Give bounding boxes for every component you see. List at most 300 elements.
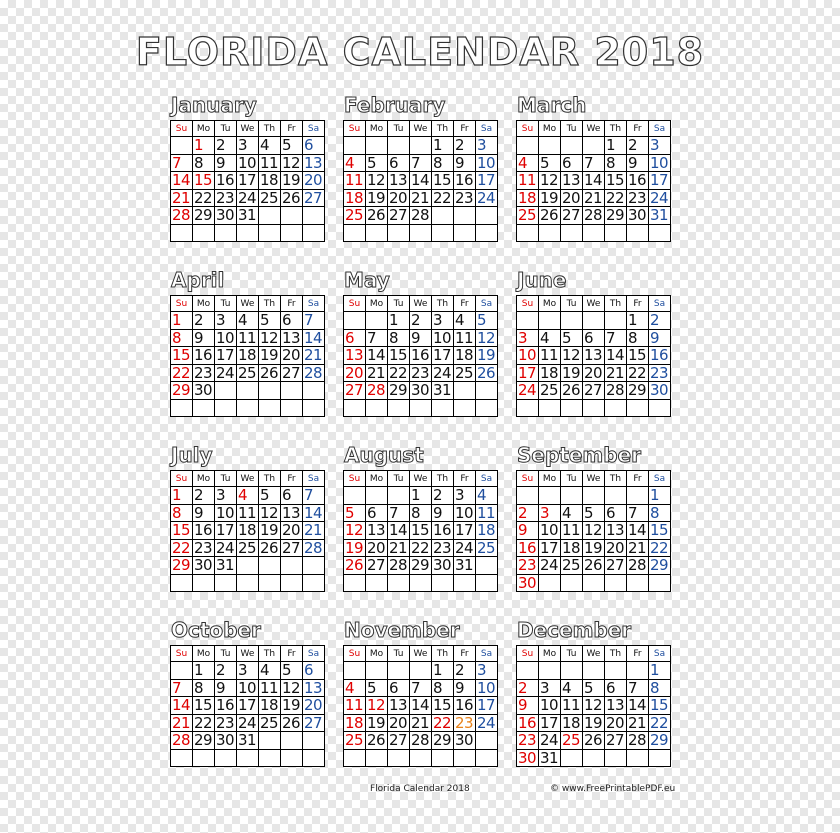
- day-cell: 19: [259, 522, 281, 540]
- day-cell: 23: [432, 540, 454, 558]
- day-cell: 2: [432, 487, 454, 505]
- empty-cell: [215, 575, 237, 593]
- empty-cell: [476, 207, 498, 225]
- day-cell: 27: [366, 557, 388, 575]
- day-cell: 25: [561, 557, 583, 575]
- day-cell: 7: [366, 330, 388, 348]
- empty-cell: [237, 750, 259, 768]
- weekday-header: Th: [432, 296, 454, 312]
- day-cell: 4: [237, 312, 259, 330]
- day-cell: 21: [171, 715, 193, 733]
- day-cell: 14: [388, 522, 410, 540]
- day-cell: 19: [583, 715, 605, 733]
- day-cell: 19: [539, 190, 561, 208]
- day-cell: 1: [171, 487, 193, 505]
- empty-cell: [259, 732, 281, 750]
- weekday-header: Th: [259, 296, 281, 312]
- empty-cell: [237, 225, 259, 243]
- day-cell: 3: [476, 662, 498, 680]
- day-cell: 9: [517, 697, 539, 715]
- weekday-header: Tu: [561, 121, 583, 137]
- empty-cell: [539, 137, 561, 155]
- day-cell: 27: [561, 207, 583, 225]
- day-cell: 17: [454, 522, 476, 540]
- day-cell: 24: [476, 190, 498, 208]
- day-cell: 31: [649, 207, 671, 225]
- day-cell: 24: [237, 715, 259, 733]
- day-cell: 24: [649, 190, 671, 208]
- day-cell: 15: [410, 522, 432, 540]
- day-cell: 12: [281, 680, 303, 698]
- day-cell: 24: [215, 365, 237, 383]
- empty-cell: [303, 225, 325, 243]
- day-cell: 4: [259, 662, 281, 680]
- weekday-header: Fr: [627, 296, 649, 312]
- day-cell: 15: [193, 172, 215, 190]
- empty-cell: [303, 207, 325, 225]
- weekday-header: Mo: [539, 646, 561, 662]
- empty-cell: [366, 662, 388, 680]
- day-cell: 15: [605, 172, 627, 190]
- month-name: April: [171, 268, 225, 292]
- day-cell: 28: [171, 732, 193, 750]
- month-6: [170, 440, 328, 592]
- day-cell: 17: [237, 697, 259, 715]
- day-cell: 21: [410, 190, 432, 208]
- day-cell: 22: [171, 540, 193, 558]
- day-cell: 11: [344, 697, 366, 715]
- empty-cell: [476, 575, 498, 593]
- weekday-header: Fr: [281, 296, 303, 312]
- day-cell: 27: [303, 190, 325, 208]
- empty-cell: [303, 400, 325, 418]
- empty-cell: [388, 400, 410, 418]
- day-cell: 16: [215, 172, 237, 190]
- day-cell: 30: [649, 382, 671, 400]
- day-cell: 15: [649, 697, 671, 715]
- month-grid: [170, 295, 325, 417]
- empty-cell: [476, 400, 498, 418]
- day-cell: 28: [171, 207, 193, 225]
- day-cell: 28: [388, 557, 410, 575]
- empty-cell: [605, 400, 627, 418]
- weekday-header: Tu: [561, 471, 583, 487]
- day-cell: 13: [388, 172, 410, 190]
- day-cell: 29: [410, 557, 432, 575]
- weekday-header: We: [583, 471, 605, 487]
- empty-cell: [539, 487, 561, 505]
- day-cell: 28: [627, 557, 649, 575]
- empty-cell: [432, 225, 454, 243]
- day-cell: 26: [366, 732, 388, 750]
- day-cell: 30: [627, 207, 649, 225]
- day-cell: 14: [583, 172, 605, 190]
- weekday-header: Sa: [303, 646, 325, 662]
- weekday-header: Sa: [649, 471, 671, 487]
- day-cell: 26: [561, 382, 583, 400]
- day-cell: 29: [171, 557, 193, 575]
- month-4: [343, 265, 501, 417]
- day-cell: 3: [476, 137, 498, 155]
- day-cell: 23: [454, 190, 476, 208]
- day-cell: 4: [237, 487, 259, 505]
- day-cell: 7: [583, 155, 605, 173]
- day-cell: 3: [432, 312, 454, 330]
- day-cell: 20: [303, 172, 325, 190]
- weekday-header: Sa: [649, 121, 671, 137]
- day-cell: 14: [303, 330, 325, 348]
- day-cell: 19: [344, 540, 366, 558]
- weekday-header: Th: [605, 296, 627, 312]
- weekday-header: We: [237, 471, 259, 487]
- empty-cell: [237, 400, 259, 418]
- day-cell: 17: [476, 172, 498, 190]
- month-grid: [343, 295, 498, 417]
- day-cell: 27: [605, 732, 627, 750]
- day-cell: 21: [605, 365, 627, 383]
- day-cell: 8: [171, 330, 193, 348]
- weekday-header: Su: [344, 296, 366, 312]
- empty-cell: [281, 732, 303, 750]
- day-cell: 3: [454, 487, 476, 505]
- day-cell: 18: [344, 715, 366, 733]
- day-cell: 2: [627, 137, 649, 155]
- month-grid: [343, 645, 498, 767]
- empty-cell: [366, 312, 388, 330]
- empty-cell: [476, 557, 498, 575]
- day-cell: 31: [237, 732, 259, 750]
- month-grid: [516, 470, 671, 592]
- empty-cell: [583, 575, 605, 593]
- day-cell: 8: [627, 330, 649, 348]
- day-cell: 6: [344, 330, 366, 348]
- day-cell: 8: [649, 680, 671, 698]
- day-cell: 12: [539, 172, 561, 190]
- empty-cell: [561, 662, 583, 680]
- day-cell: 9: [410, 330, 432, 348]
- day-cell: 29: [627, 382, 649, 400]
- day-cell: 27: [388, 732, 410, 750]
- day-cell: 6: [388, 680, 410, 698]
- weekday-header: Mo: [193, 646, 215, 662]
- empty-cell: [561, 400, 583, 418]
- empty-cell: [344, 487, 366, 505]
- day-cell: 5: [561, 330, 583, 348]
- empty-cell: [259, 382, 281, 400]
- empty-cell: [583, 400, 605, 418]
- weekday-header: Fr: [454, 296, 476, 312]
- day-cell: 8: [193, 155, 215, 173]
- day-cell: 26: [281, 715, 303, 733]
- day-cell: 31: [454, 557, 476, 575]
- weekday-header: Th: [432, 471, 454, 487]
- day-cell: 15: [193, 697, 215, 715]
- day-cell: 24: [215, 540, 237, 558]
- weekday-header: Tu: [215, 646, 237, 662]
- empty-cell: [344, 400, 366, 418]
- day-cell: 24: [476, 715, 498, 733]
- weekday-header: Mo: [539, 121, 561, 137]
- day-cell: 16: [627, 172, 649, 190]
- month-9: [170, 615, 328, 767]
- day-cell: 8: [388, 330, 410, 348]
- day-cell: 18: [237, 347, 259, 365]
- day-cell: 3: [237, 662, 259, 680]
- day-cell: 1: [649, 662, 671, 680]
- day-cell: 25: [344, 207, 366, 225]
- empty-cell: [605, 312, 627, 330]
- day-cell: 17: [237, 172, 259, 190]
- empty-cell: [193, 575, 215, 593]
- day-cell: 7: [627, 680, 649, 698]
- empty-cell: [476, 382, 498, 400]
- day-cell: 20: [344, 365, 366, 383]
- day-cell: 25: [454, 365, 476, 383]
- empty-cell: [215, 225, 237, 243]
- month-7: [343, 440, 501, 592]
- weekday-header: Su: [344, 646, 366, 662]
- weekday-header: Mo: [193, 471, 215, 487]
- day-cell: 9: [454, 155, 476, 173]
- month-grid: [343, 120, 498, 242]
- day-cell: 26: [344, 557, 366, 575]
- day-cell: 2: [517, 680, 539, 698]
- weekday-header: Tu: [215, 121, 237, 137]
- day-cell: 10: [539, 697, 561, 715]
- day-cell: 17: [215, 347, 237, 365]
- empty-cell: [432, 750, 454, 768]
- weekday-header: Su: [171, 646, 193, 662]
- day-cell: 29: [193, 732, 215, 750]
- day-cell: 22: [605, 190, 627, 208]
- empty-cell: [344, 225, 366, 243]
- weekday-header: Th: [259, 471, 281, 487]
- day-cell: 16: [193, 522, 215, 540]
- day-cell: 23: [193, 365, 215, 383]
- weekday-header: Su: [171, 471, 193, 487]
- empty-cell: [627, 225, 649, 243]
- day-cell: 5: [366, 680, 388, 698]
- day-cell: 12: [583, 697, 605, 715]
- day-cell: 28: [410, 732, 432, 750]
- empty-cell: [539, 312, 561, 330]
- empty-cell: [454, 750, 476, 768]
- empty-cell: [281, 382, 303, 400]
- day-cell: 29: [432, 732, 454, 750]
- empty-cell: [561, 137, 583, 155]
- empty-cell: [388, 487, 410, 505]
- weekday-header: Mo: [193, 121, 215, 137]
- day-cell: 1: [649, 487, 671, 505]
- day-cell: 11: [237, 330, 259, 348]
- day-cell: 15: [432, 697, 454, 715]
- empty-cell: [605, 575, 627, 593]
- month-grid: [170, 645, 325, 767]
- weekday-header: Mo: [366, 646, 388, 662]
- empty-cell: [344, 575, 366, 593]
- day-cell: 30: [215, 732, 237, 750]
- weekday-header: Tu: [215, 296, 237, 312]
- day-cell: 6: [388, 155, 410, 173]
- day-cell: 9: [215, 680, 237, 698]
- empty-cell: [281, 557, 303, 575]
- day-cell: 13: [605, 522, 627, 540]
- empty-cell: [388, 750, 410, 768]
- day-cell: 15: [649, 522, 671, 540]
- day-cell: 21: [303, 347, 325, 365]
- day-cell: 18: [476, 522, 498, 540]
- weekday-header: Th: [605, 471, 627, 487]
- empty-cell: [410, 400, 432, 418]
- day-cell: 14: [171, 697, 193, 715]
- day-cell: 22: [649, 715, 671, 733]
- empty-cell: [259, 557, 281, 575]
- month-11: [516, 615, 674, 767]
- day-cell: 22: [649, 540, 671, 558]
- empty-cell: [410, 225, 432, 243]
- empty-cell: [303, 557, 325, 575]
- day-cell: 6: [281, 487, 303, 505]
- empty-cell: [171, 575, 193, 593]
- empty-cell: [561, 312, 583, 330]
- weekday-header: Th: [259, 121, 281, 137]
- empty-cell: [366, 400, 388, 418]
- day-cell: 30: [193, 382, 215, 400]
- day-cell: 31: [215, 557, 237, 575]
- day-cell: 25: [259, 715, 281, 733]
- weekday-header: Sa: [476, 121, 498, 137]
- day-cell: 8: [432, 680, 454, 698]
- weekday-header: Sa: [649, 646, 671, 662]
- month-10: [343, 615, 501, 767]
- day-cell: 20: [281, 347, 303, 365]
- day-cell: 19: [366, 190, 388, 208]
- day-cell: 23: [410, 365, 432, 383]
- empty-cell: [303, 732, 325, 750]
- day-cell: 24: [539, 557, 561, 575]
- day-cell: 29: [388, 382, 410, 400]
- day-cell: 14: [410, 697, 432, 715]
- empty-cell: [237, 557, 259, 575]
- day-cell: 16: [193, 347, 215, 365]
- empty-cell: [344, 137, 366, 155]
- day-cell: 24: [454, 540, 476, 558]
- day-cell: 29: [649, 732, 671, 750]
- day-cell: 4: [539, 330, 561, 348]
- empty-cell: [561, 487, 583, 505]
- day-cell: 15: [171, 522, 193, 540]
- day-cell: 12: [344, 522, 366, 540]
- day-cell: 3: [237, 137, 259, 155]
- day-cell: 28: [627, 732, 649, 750]
- empty-cell: [454, 575, 476, 593]
- day-cell: 13: [561, 172, 583, 190]
- day-cell: 28: [303, 365, 325, 383]
- day-cell: 12: [259, 330, 281, 348]
- day-cell: 23: [627, 190, 649, 208]
- day-cell: 5: [583, 505, 605, 523]
- empty-cell: [432, 575, 454, 593]
- day-cell: 18: [259, 697, 281, 715]
- day-cell: 30: [454, 732, 476, 750]
- day-cell: 16: [517, 715, 539, 733]
- day-cell: 31: [432, 382, 454, 400]
- day-cell: 9: [627, 155, 649, 173]
- weekday-header: We: [237, 646, 259, 662]
- day-cell: 9: [193, 505, 215, 523]
- day-cell: 30: [517, 750, 539, 768]
- empty-cell: [583, 312, 605, 330]
- weekday-header: Mo: [366, 121, 388, 137]
- day-cell: 1: [388, 312, 410, 330]
- empty-cell: [517, 225, 539, 243]
- weekday-header: Su: [344, 121, 366, 137]
- day-cell: 6: [303, 137, 325, 155]
- weekday-header: Mo: [539, 471, 561, 487]
- empty-cell: [237, 382, 259, 400]
- empty-cell: [410, 137, 432, 155]
- day-cell: 12: [476, 330, 498, 348]
- day-cell: 12: [561, 347, 583, 365]
- day-cell: 10: [432, 330, 454, 348]
- empty-cell: [303, 382, 325, 400]
- day-cell: 29: [171, 382, 193, 400]
- empty-cell: [171, 400, 193, 418]
- day-cell: 18: [561, 715, 583, 733]
- day-cell: 3: [215, 312, 237, 330]
- day-cell: 10: [215, 505, 237, 523]
- weekday-header: Sa: [303, 121, 325, 137]
- day-cell: 16: [432, 522, 454, 540]
- day-cell: 1: [605, 137, 627, 155]
- empty-cell: [344, 750, 366, 768]
- day-cell: 7: [410, 155, 432, 173]
- empty-cell: [237, 575, 259, 593]
- day-cell: 23: [215, 715, 237, 733]
- day-cell: 16: [517, 540, 539, 558]
- day-cell: 6: [583, 330, 605, 348]
- weekday-header: We: [237, 121, 259, 137]
- day-cell: 12: [366, 697, 388, 715]
- day-cell: 11: [237, 505, 259, 523]
- empty-cell: [627, 750, 649, 768]
- empty-cell: [259, 750, 281, 768]
- day-cell: 21: [171, 190, 193, 208]
- day-cell: 26: [583, 557, 605, 575]
- day-cell: 5: [476, 312, 498, 330]
- day-cell: 13: [388, 697, 410, 715]
- empty-cell: [281, 400, 303, 418]
- empty-cell: [539, 400, 561, 418]
- day-cell: 22: [388, 365, 410, 383]
- empty-cell: [193, 750, 215, 768]
- day-cell: 8: [193, 680, 215, 698]
- day-cell: 13: [344, 347, 366, 365]
- day-cell: 27: [281, 540, 303, 558]
- day-cell: 19: [281, 172, 303, 190]
- day-cell: 21: [303, 522, 325, 540]
- day-cell: 5: [281, 137, 303, 155]
- weekday-header: We: [583, 296, 605, 312]
- month-name: July: [171, 443, 213, 467]
- month-name: August: [344, 443, 424, 467]
- month-grid: [343, 470, 498, 592]
- day-cell: 17: [539, 540, 561, 558]
- day-cell: 13: [281, 505, 303, 523]
- day-cell: 10: [215, 330, 237, 348]
- weekday-header: Fr: [627, 471, 649, 487]
- day-cell: 23: [649, 365, 671, 383]
